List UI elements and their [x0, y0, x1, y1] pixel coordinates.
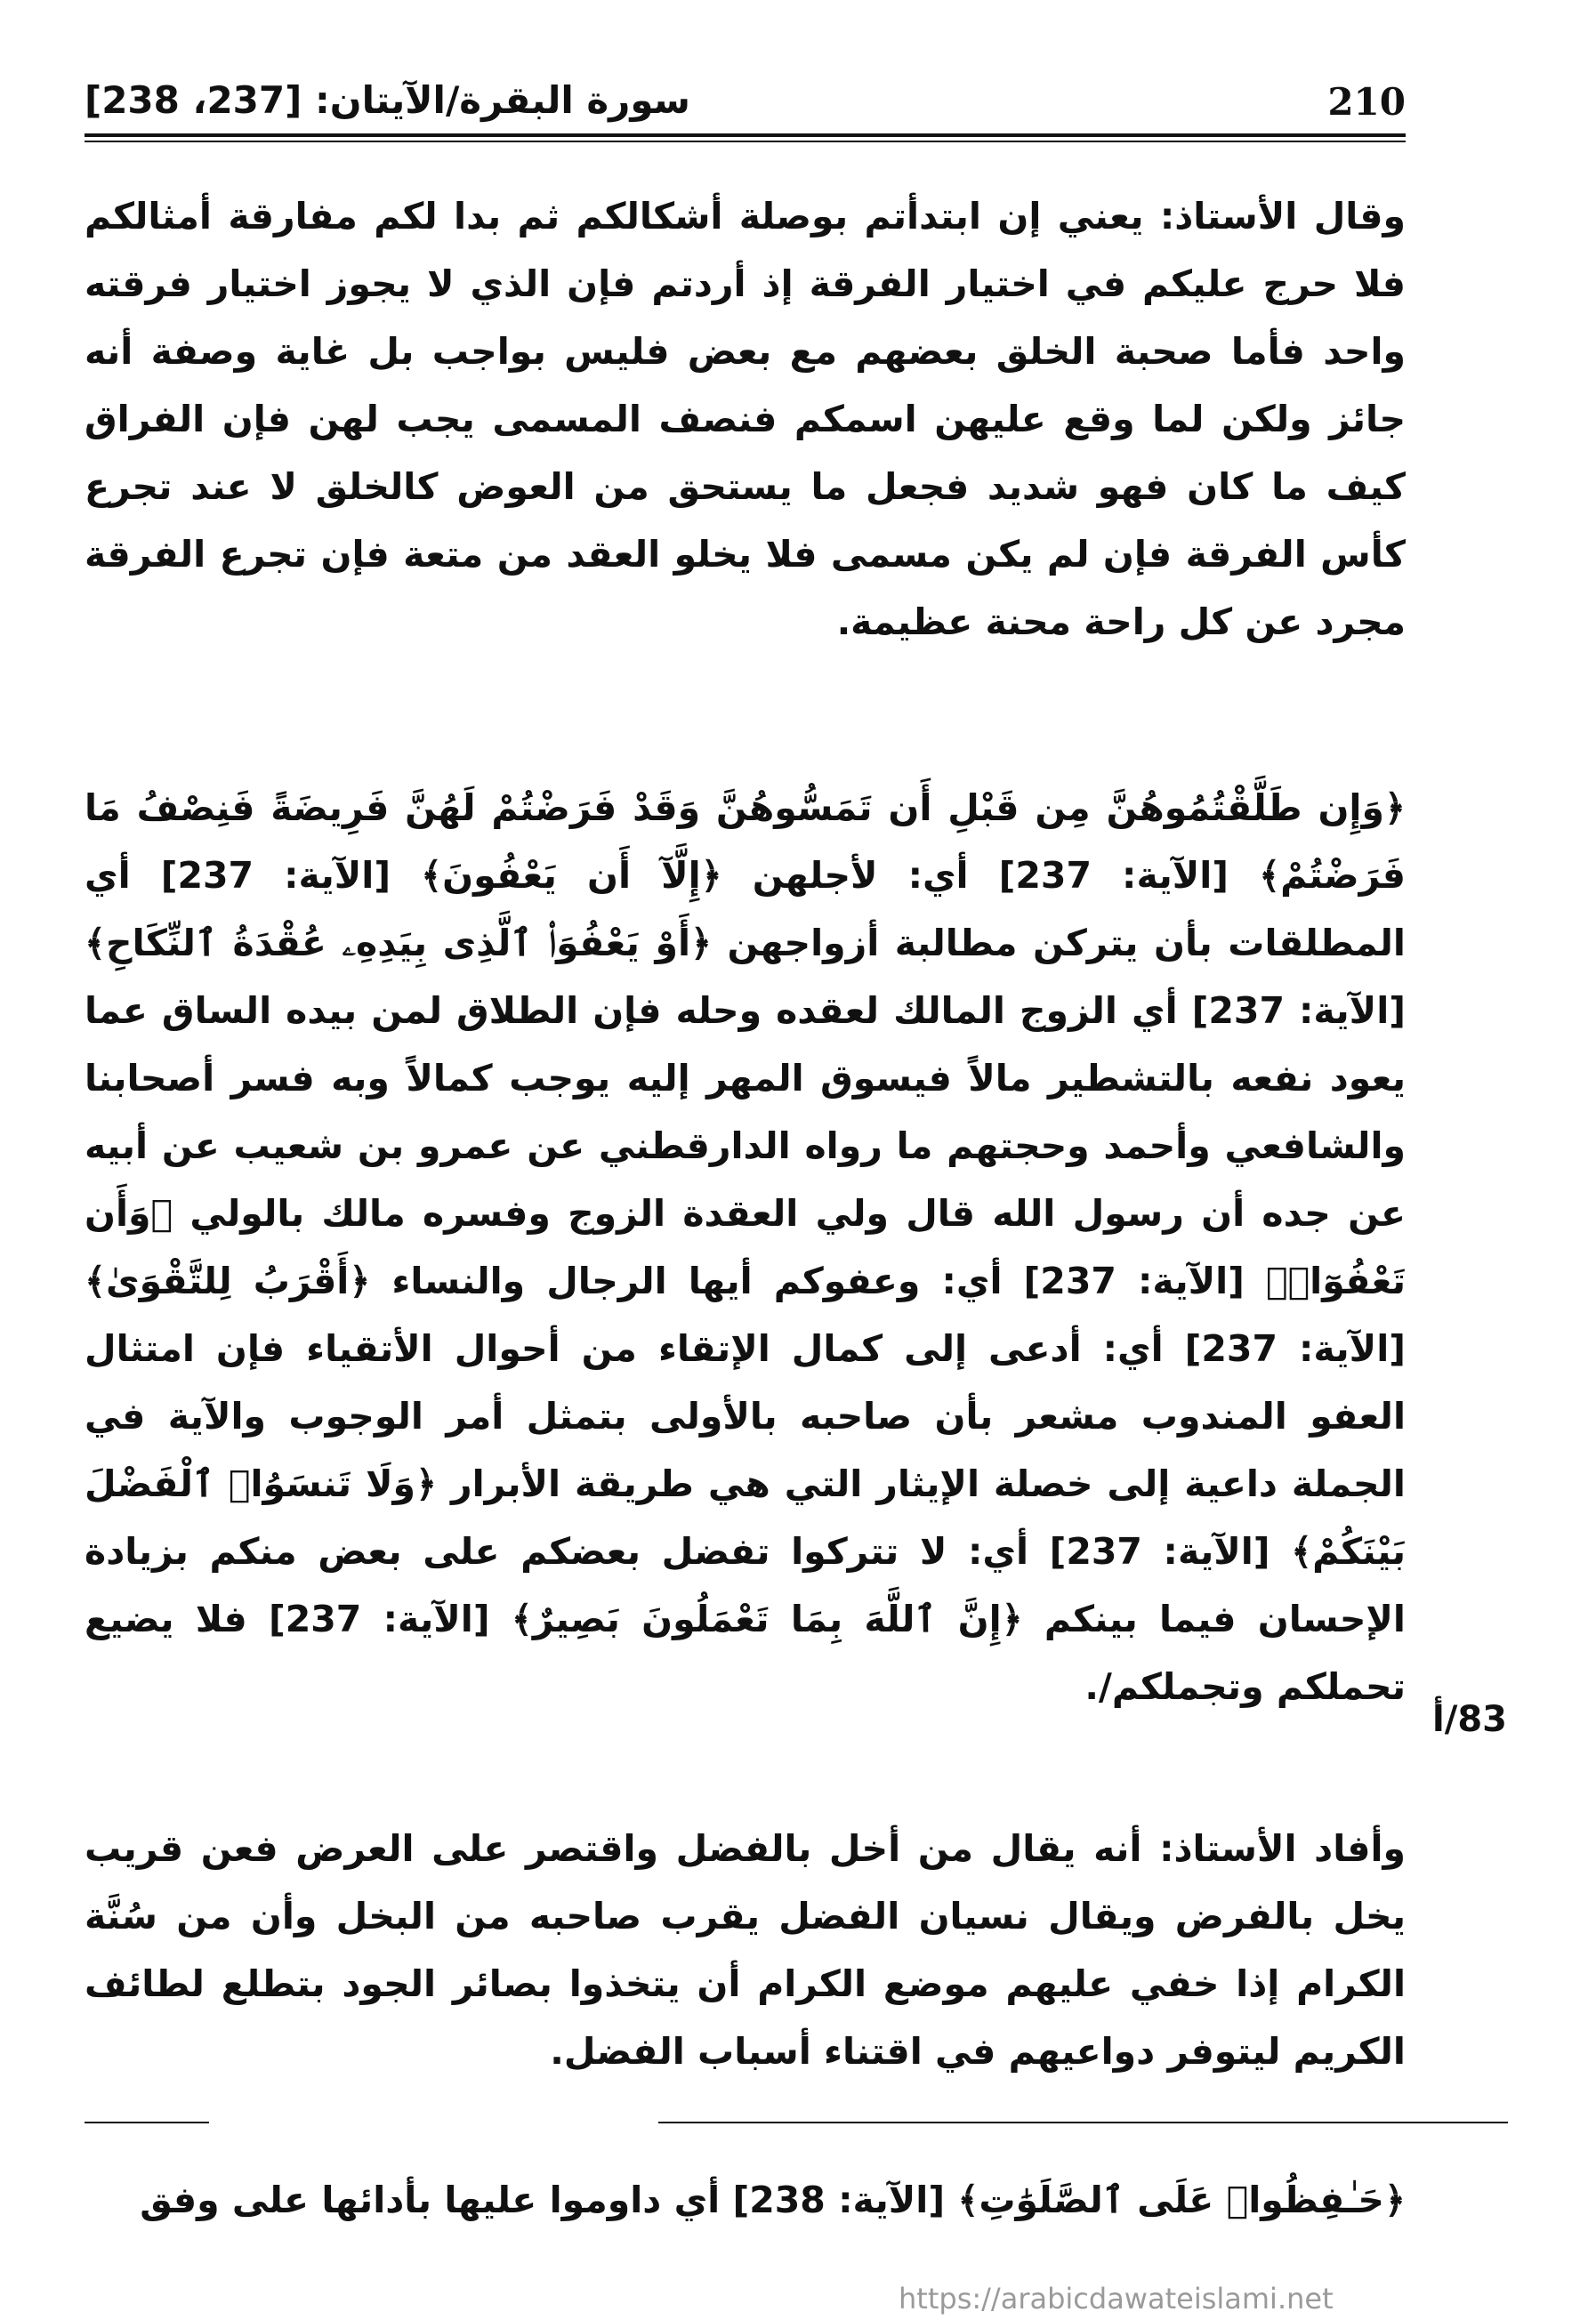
paragraph-commentary-1: وقال الأستاذ: يعني إن ابتدأتم بوصلة أشكالكم ثم بدا لكم مفارقة أمثالكم فلا حرج عليكم في اختيار الفرقة إذ أردتم فإن الذي لا يجوز اختيار فرقته واحد فأما صحبة الخلق بعضهم مع بعض فليس بواجب بل غاية وصفة أنه جائز ولكن لما وقع عليهن اسمكم فنصف المسمى يجب لهن فإن الفراق كيف ما كان فهو شديد فجعل ما يستحق من العوض كالخلق لا عند تجرع كأس الفرقة فإن لم يكن مسمى فلا يخلو العقد من متعة فإن تجرع الفرقة مجرد عن كل راحة محنة عظيمة.	[85, 195, 1406, 643]
running-head: سورة البقرة/الآيتان: [237، 238]	[85, 78, 690, 122]
divider-right	[658, 2122, 1508, 2123]
page-number: 210	[1327, 80, 1406, 124]
header-rule-thick	[85, 133, 1406, 137]
folio-marker: 83/أ	[1432, 1699, 1507, 1740]
paragraph-verse-237: ﴿وَإِن طَلَّقْتُمُوهُنَّ مِن قَبْلِ أَن تَمَسُّوهُنَّ وَقَدْ فَرَضْتُمْ لَهُنَّ فَرِيضَةً فَنِصْفُ مَا فَرَضْتُمْ﴾ [الآية: 237] أي: لأجلهن ﴿إِلَّآ أَن يَعْفُونَ﴾ [الآية: 237] أي المطلقات بأن يتركن مطالبة أزواجهن ﴿أَوْ يَعْفُوَا۟ ٱلَّذِى بِيَدِهِۦ عُقْدَةُ ٱلنِّكَاحِ﴾ [الآية: 237] أي الزوج المالك لعقده وحله فإن الطلاق لمن بيده الساق عما يعود نفعه بالتشطير مالاً فيسوق المهر إليه يوجب كمالاً وبه فسر أصحابنا والشافعي وأحمد وحجتهم ما رواه الدارقطني عن عمرو بن شعيب عن أبيه عن جده أن رسول الله قال ولي العقدة الزوج وفسره مالك بالولي ﴿وَأَن تَعْفُوٓا۟﴾ [الآية: 237] أي: وعفوكم أيها الرجال والنساء ﴿أَقْرَبُ لِلتَّقْوَىٰ﴾ [الآية: 237] أي: أدعى إلى كمال الإتقاء من أحوال الأتقياء فإن امتثال العفو المندوب مشعر بأن صاحبه بالأولى بتمثل أمر الوجوب والآية في الجملة داعية إلى خصلة الإيثار التي هي طريقة الأبرار ﴿وَلَا تَنسَوُا۟ ٱلْفَضْلَ بَيْنَكُمْ﴾ [الآية: 237] أي: لا تتركوا تفضل بعضكم على بعض منكم بزيادة الإحسان فيما بينكم ﴿إِنَّ ٱللَّهَ بِمَا تَعْمَلُونَ بَصِيرٌ﴾ [الآية: 237] فلا يضيع تحملكم وتجملكم/.	[85, 786, 1406, 1708]
header-rule-thin	[85, 141, 1406, 142]
page-header	[85, 71, 1406, 133]
paragraph-commentary-2: وأفاد الأستاذ: أنه يقال من أخل بالفضل واقتصر على العرض فعن قريب يخل بالفرض ويقال نسيان الفضل يقرب صاحبه من البخل وأن من سُنَّة الكرام إذا خفي عليهم موضع الكرام أن يتخذوا بصائر الجود بتطلع لطائف الكريم ليتوفر دواعيهم في اقتناء أسباب الفضل.	[85, 1827, 1406, 2073]
paragraph-verse-238: ﴿حَـٰفِظُوا۟ عَلَى ٱلصَّلَوَٰتِ﴾ [الآية: 238] أي داوموا عليها بأدائها على وفق	[140, 2179, 1406, 2221]
watermark-url: https://arabicdawateislami.net	[899, 2282, 1334, 2316]
divider-left	[85, 2122, 209, 2123]
